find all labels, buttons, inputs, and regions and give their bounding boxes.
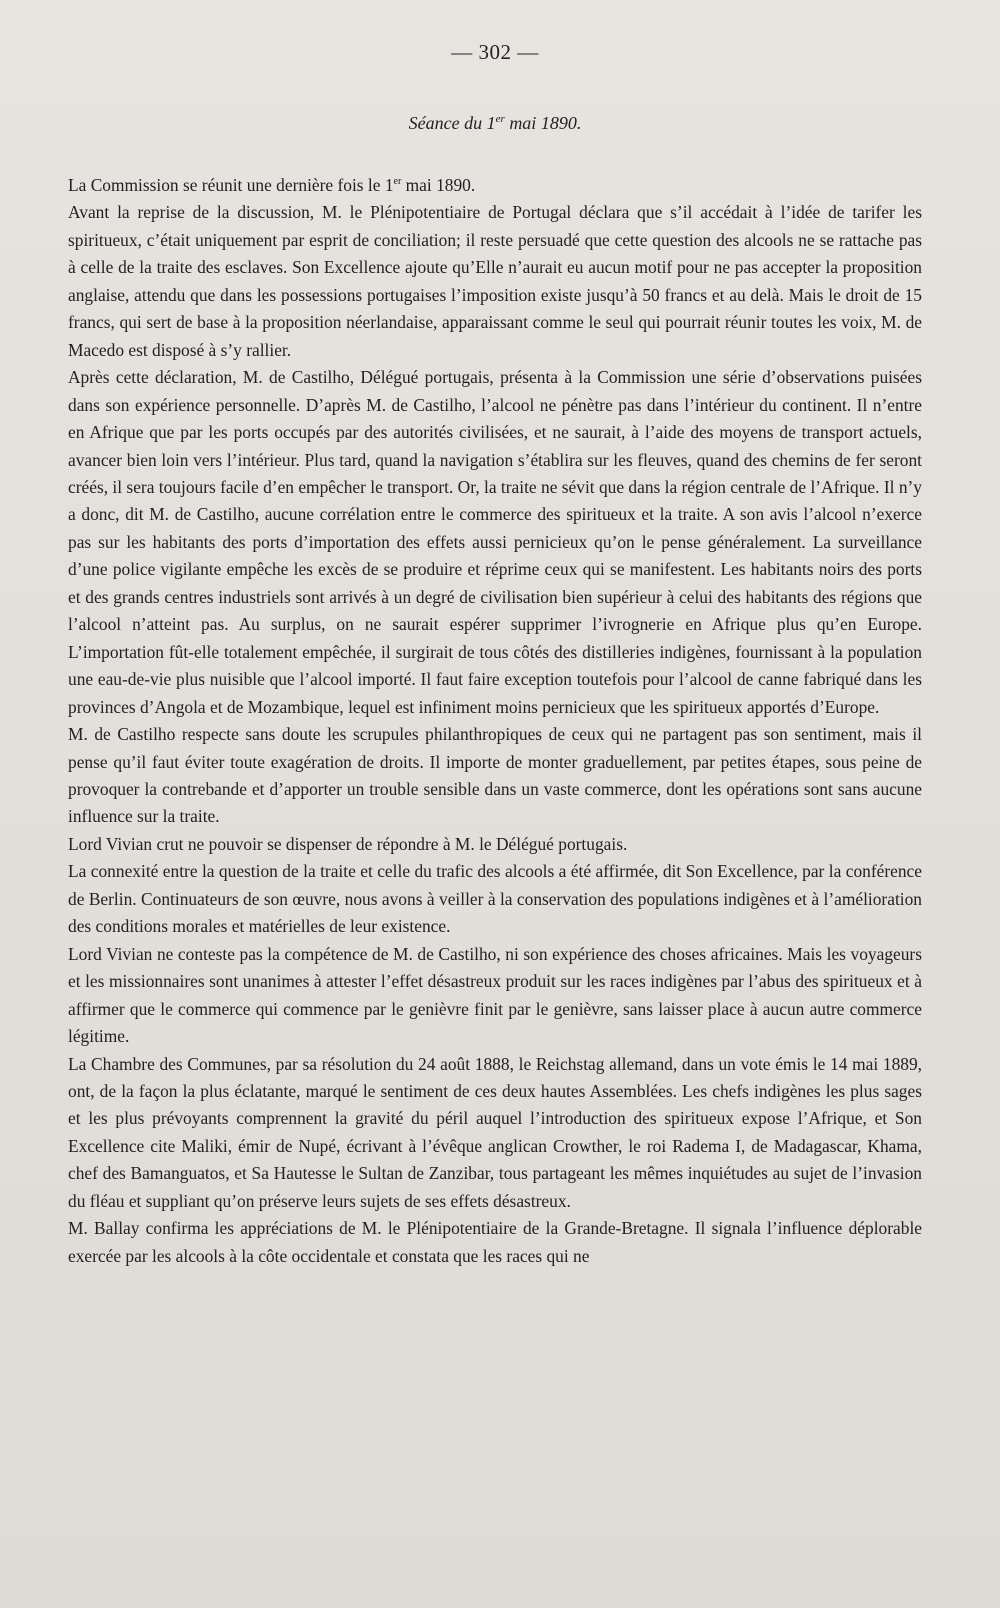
opening-superscript: er — [393, 176, 402, 188]
page-number: — 302 — — [451, 40, 539, 64]
heading-superscript: er — [495, 113, 505, 125]
paragraph: M. de Castilho respecte sans doute les scrupules philanthropiques de ceux qui ne partagent pas son sentiment, mais il pense qu’il faut éviter toute exagération de droits. Il importe de monter graduellement, par petites étapes, sous peine de provoquer la contrebande et d’apporter un trouble sensible dans un vaste commerce, dont les opérations sont sans aucune influence sur la traite. — [68, 724, 922, 827]
paragraph: Avant la reprise de la discussion, M. le Plénipotentiaire de Portugal déclara que s’il accédait à l’idée de tarifer les spiritueux, c’était uniquement par esprit de conciliation; il reste persuadé que cette question des alcools ne se rattache pas à celle de la traite des esclaves. Son Excellence ajoute qu’Elle n’aurait eu aucun motif pour ne pas accepter la proposition anglaise, attendu que dans les possessions portugaises l’imposition existe jusqu’à 50 francs et au delà. Mais le droit de 15 francs, qui sert de base à la proposition néerlandaise, apparaissant comme le seul qui pourrait réunir toutes les voix, M. de Macedo est disposé à s’y rallier. — [68, 202, 922, 360]
section-heading — [68, 113, 922, 134]
paragraph: M. Ballay confirma les appréciations de M. le Plénipotentiaire de la Grande-Bretagne. Il signala l’influence déplorable exercée par les alcools à la côte occidentale et constata que les races qui ne — [68, 1218, 922, 1266]
heading-prefix: Séance du 1 — [408, 113, 496, 133]
paragraph: Lord Vivian ne conteste pas la compétence de M. de Castilho, ni son expérience des choses africaines. Mais les voyageurs et les missionnaires sont unanimes à attester l’effet désastreux produit sur les races indigènes par l’abus des spiritueux et à affirmer que le commerce qui commence par le genièvre finit par le genièvre, sans laisser place à aucun autre commerce légitime. — [68, 943, 922, 1047]
body-text — [68, 172, 922, 1270]
opening-suffix: mai 1890. — [401, 175, 476, 195]
heading-suffix: mai 1890. — [504, 113, 582, 133]
paragraph: Après cette déclaration, M. de Castilho, Délégué portugais, présenta à la Commission une série d’observations puisées dans son expérience personnelle. D’après M. de Castilho, l’alcool ne pénètre pas dans l’intérieur du continent. Il n’entre en Afrique que par les ports occupés par des autorités civilisées, et ne saurait, à l’aide des moyens de transport actuels, avancer bien loin vers l’intérieur. Plus tard, quand la navigation s’établira sur les fleuves, quand des chemins de fer seront créés, il sera toujours facile d’en empêcher le transport. Or, la traite ne sévit que dans la région centrale de l’Afrique. Il n’y a donc, dit M. de Castilho, aucune corrélation entre le commerce des spiritueux et la traite. A son avis l’alcool n’exerce pas sur les habitants des ports d’importation des effets aussi pernicieux qu’on le pense généralement. La surveillance d’une police vigilante empêche les excès de se produire et réprime ceux qui se manifestent. Les habitants noirs des ports et des grands centres industriels sont arrivés à un degré de civilisation bien supérieur à celui des habitants des régions que l’alcool n’atteint pas. Au surplus, on ne saurait espérer supprimer l’ivrognerie en Afrique plus qu’en Europe. L’importation fût-elle totalement empêchée, il surgirait de tous côtés des distilleries indigènes, fournissant à la population une eau-de-vie plus nuisible que l’alcool importé. Il faut faire exception toutefois pour l’alcool de canne fabriqué dans les provinces d’Angola et de Mozambique, lequel est infiniment moins pernicieux que les spiritueux apportés d’Europe. — [68, 367, 922, 717]
paragraph: La Chambre des Communes, par sa résolution du 24 août 1888, le Reichstag allemand, dans un vote émis le 14 mai 1889, ont, de la façon la plus éclatante, marqué le sentiment de ces deux hautes Assemblées. Les chefs indigènes les plus sages et les plus prévoyants comprennent la gravité du péril auquel l’introduction des spiritueux expose l’Afrique, et Son Excellence cite Maliki, émir de Nupé, écrivant à l’évêque anglican Crowther, le roi Radema I, de Madagascar, Khama, chef des Bamanguatos, et Sa Hautesse le Sultan de Zanzibar, tous partageant les mêmes inquiétudes au sujet de l’invasion du fléau et suppliant qu’on préserve leurs sujets de ses effets désastreux. — [68, 1053, 922, 1211]
paragraph: Lord Vivian crut ne pouvoir se dispenser de répondre à M. le Délégué portugais. — [68, 833, 628, 854]
paragraph: La connexité entre la question de la traite et celle du trafic des alcools a été affirmée, dit Son Excellence, par la conférence de Berlin. Continuateurs de son œuvre, nous avons à veiller à la conservation des populations indigènes et à l’amélioration des conditions morales et matérielles de leur existence. — [68, 861, 922, 937]
opening-prefix: La Commission se réunit une dernière fois le 1 — [68, 175, 394, 195]
opening-paragraph — [68, 172, 922, 199]
